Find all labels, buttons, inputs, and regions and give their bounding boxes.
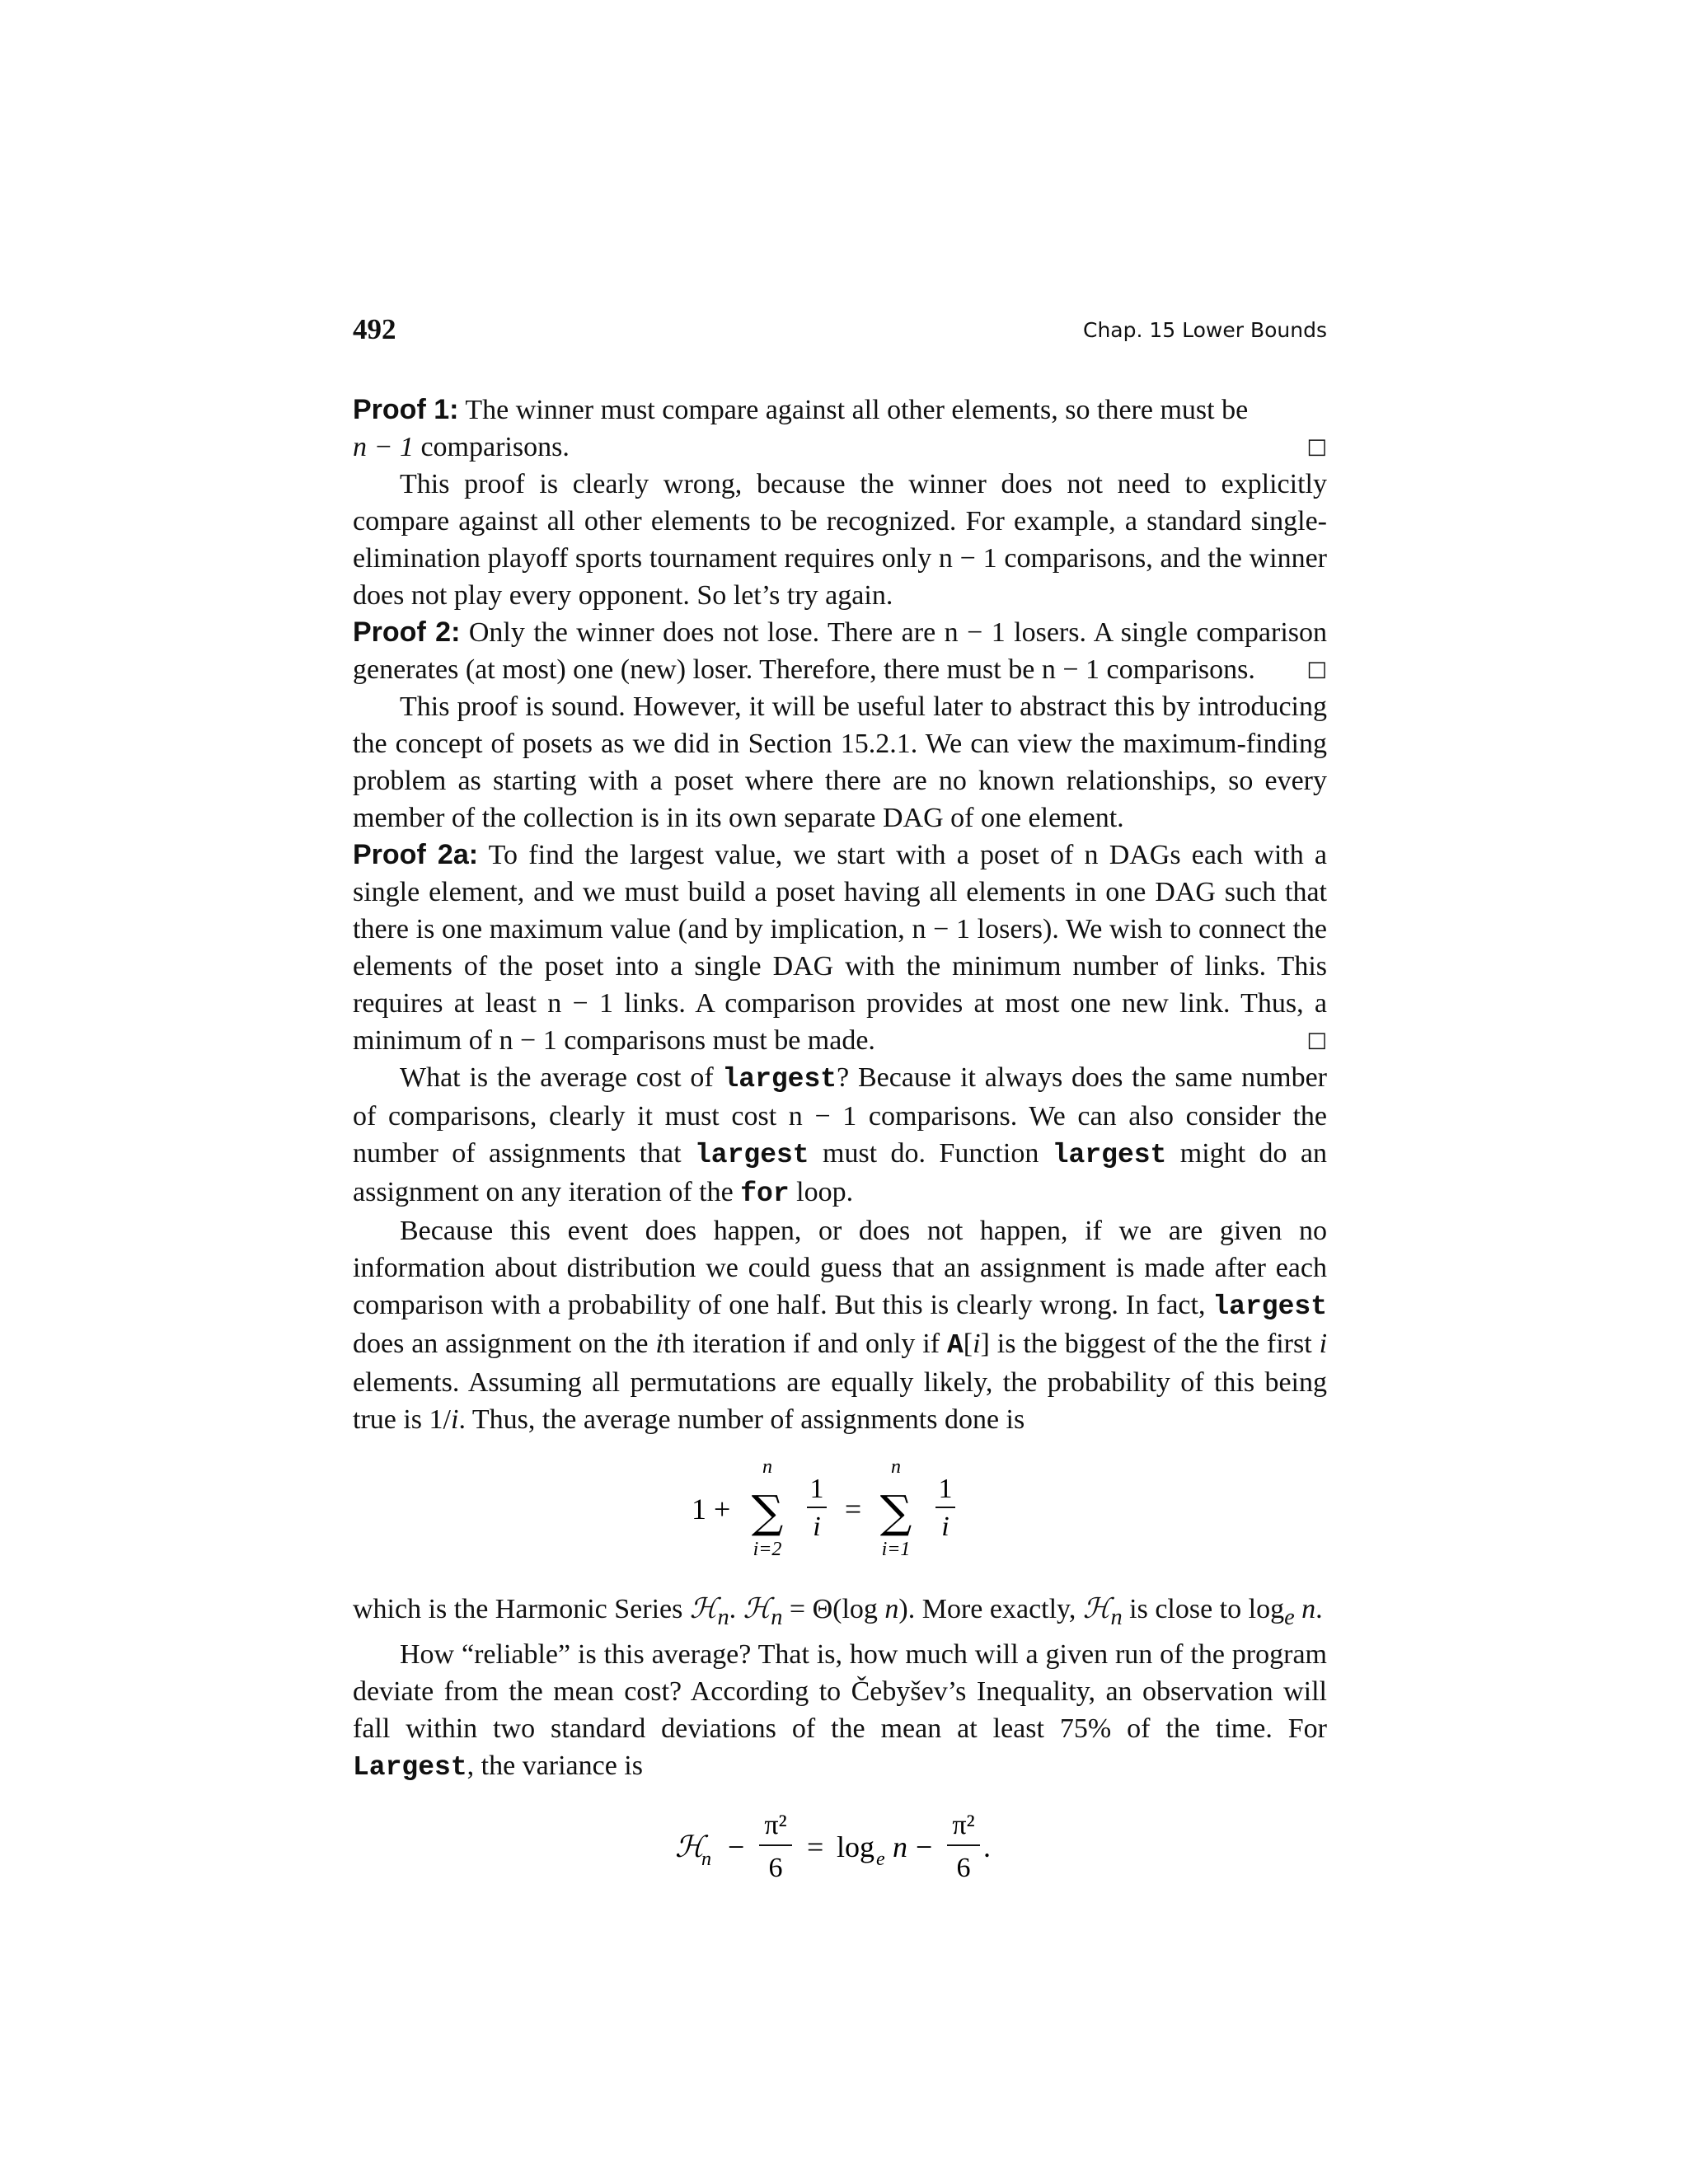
equation-variance	[353, 1804, 1327, 1904]
eq2-period: .	[983, 1830, 991, 1863]
eq2-sub-e: e	[876, 1848, 885, 1870]
proof-1-text: The winner must compare against all other elements, so there must be	[465, 395, 1249, 425]
equation-harmonic-sum-svg	[692, 1456, 988, 1563]
proof-1-text2: comparisons.	[420, 432, 570, 462]
para4-text-5: ] is the biggest of the the first	[980, 1329, 1320, 1359]
qed-symbol-3: □	[1306, 1028, 1327, 1052]
para5-period: .	[1315, 1594, 1323, 1624]
math-n: n	[884, 1594, 899, 1624]
eq2-log: log	[837, 1830, 875, 1863]
para3-text-1: What is the average cost of	[400, 1062, 723, 1093]
para6-text-1: How “reliable” is this average? That is, how much will a given run of the program deviate from the mean cost? According to Čebyšev’s Inequality, an observation will fall within two standard deviations of the mean at least 75% of the time. For	[353, 1638, 1327, 1744]
para4-text-7: . Thus, the average number of assignments done is	[458, 1404, 1025, 1435]
math-i: i	[450, 1404, 459, 1435]
eq1-lhs-const: 1 +	[692, 1493, 731, 1526]
eq2-equals: =	[807, 1830, 824, 1863]
para3-text-2: ? Because it always does the same number of comparisons, clearly it must cost n − 1 comparisons. We can also consider the number of assignments that	[353, 1062, 1327, 1169]
sum-symbol-2: ∑	[879, 1486, 912, 1538]
eq2-H: ℋ	[675, 1830, 705, 1864]
para5-text-4: ). More exactly,	[898, 1594, 1083, 1624]
sum-symbol-1: ∑	[751, 1486, 784, 1538]
math-n: n	[1301, 1594, 1316, 1624]
math-harmonic-H: ℋ	[1082, 1592, 1111, 1625]
code-Largest: Largest	[353, 1751, 467, 1783]
eq1-sum2-upper: n	[891, 1456, 901, 1478]
math-sub-n: n	[771, 1604, 783, 1630]
paragraph-5	[353, 1591, 1327, 1636]
eq1-sum1-lower: i=2	[753, 1539, 782, 1560]
math-i: i	[1319, 1329, 1328, 1359]
equation-harmonic-sum	[353, 1456, 1327, 1572]
para4-bracket-open: [	[963, 1329, 973, 1359]
eq2-pi2-2: π²	[952, 1809, 975, 1840]
math-sub-n: n	[717, 1604, 729, 1630]
qed-symbol-2: □	[1306, 657, 1327, 682]
paragraph-6	[353, 1636, 1327, 1786]
page-header	[353, 313, 1327, 356]
para3-text-3: must do. Function	[809, 1138, 1053, 1169]
proof-2-text: Only the winner does not lose. There are n − 1 losers. A single comparison generates (at most) one (new) loser. Therefore, there must be n − 1 comparisons.	[353, 617, 1327, 685]
paragraph-2: This proof is sound. However, it will be useful later to abstract this by introducing the concept of posets as we did in Section 15.2.1. We can view the maximum-finding problem as starting with a poset where there are no known relationships, so every member of the collection is in its own separate DAG of one element.	[353, 691, 1327, 833]
eq2-minus-1: −	[728, 1830, 745, 1863]
eq1-frac2-num: 1	[938, 1474, 953, 1504]
math-i: i	[973, 1329, 981, 1359]
running-head: Chap. 15 Lower Bounds	[1082, 318, 1327, 342]
eq1-frac2-den: i	[941, 1511, 950, 1542]
code-largest: largest	[1212, 1291, 1327, 1322]
proof-2	[353, 614, 1327, 688]
eq2-pi2-1: π²	[764, 1809, 787, 1840]
code-A: A	[946, 1330, 964, 1361]
page-number: 492	[353, 313, 396, 345]
page-body	[353, 391, 1327, 1922]
proof-1-math: n − 1	[353, 432, 414, 462]
eq2-sub-n: n	[701, 1848, 711, 1870]
eq2-six-1: 6	[768, 1852, 783, 1883]
qed-symbol-1: □	[1306, 434, 1327, 459]
proof-1-label: Proof 1:	[353, 394, 459, 425]
eq2-minus-2: −	[916, 1830, 933, 1863]
math-harmonic-H: ℋ	[689, 1592, 718, 1625]
eq2-n: n	[893, 1830, 907, 1863]
para4-text-2: does an assignment on the	[353, 1329, 656, 1359]
para5-text-2: .	[729, 1594, 743, 1624]
proof-1	[353, 391, 1327, 429]
eq1-sum2-lower: i=1	[881, 1539, 911, 1560]
para5-text-5: is close to log	[1122, 1594, 1285, 1624]
para3-text-4: might do an assignment on any iteration of the	[353, 1138, 1327, 1207]
paragraph-3	[353, 1059, 1327, 1212]
para4-text-1: Because this event does happen, or does not happen, if we are given no information about distribution we could guess that an assignment is made after each comparison with a probability of one half. But this is clearly wrong. In fact,	[353, 1216, 1327, 1320]
math-i: i	[655, 1329, 663, 1359]
para4-text-6: elements. Assuming all permutations are equally likely, the probability of this being true is 1/	[353, 1367, 1327, 1435]
paragraph-4	[353, 1212, 1327, 1438]
proof-2a-label: Proof 2a:	[353, 839, 479, 870]
eq1-equals: =	[844, 1493, 862, 1526]
code-for: for	[740, 1179, 790, 1209]
proof-2a	[353, 837, 1327, 1059]
paragraph-1: This proof is clearly wrong, because the winner does not need to explicitly compare against all other elements to be recognized. For example, a standard single-elimination playoff sports tournament requires only n − 1 comparisons, and the winner does not play every opponent. So let’s try again.	[353, 469, 1327, 611]
code-largest: largest	[1052, 1140, 1167, 1170]
para3-text-5: loop.	[789, 1177, 854, 1207]
code-largest: largest	[722, 1064, 837, 1094]
equation-variance-svg	[675, 1804, 1005, 1895]
code-largest: largest	[694, 1140, 809, 1170]
eq2-six-2: 6	[956, 1852, 971, 1883]
proof-2-label: Proof 2:	[353, 616, 461, 648]
math-harmonic-H: ℋ	[743, 1592, 771, 1625]
proof-2a-text: To find the largest value, we start with a poset of n DAGs each with a single element, and we must build a poset having all elements in one DAG such that there is one maximum value (and by implication, n − 1 losers). We wish to connect the elements of the poset into a single DAG with the minimum number of links. This requires at least n − 1 links. A comparison provides at most one new link. Thus, a minimum of n − 1 comparisons must be made.	[353, 840, 1328, 1056]
para5-text-1: which is the Harmonic Series	[353, 1594, 690, 1624]
proof-1-line2	[353, 429, 1327, 466]
eq1-frac1-num: 1	[809, 1474, 824, 1504]
math-sub-e: e	[1284, 1604, 1295, 1630]
para6-text-2: , the variance is	[467, 1750, 643, 1781]
eq1-frac1-den: i	[813, 1511, 821, 1542]
para5-text-3: = Θ(log	[782, 1594, 885, 1624]
math-sub-n: n	[1110, 1604, 1123, 1630]
para5-space	[1295, 1594, 1302, 1624]
eq1-sum1-upper: n	[762, 1456, 772, 1478]
para4-text-3: th iteration if and only if	[663, 1329, 947, 1359]
